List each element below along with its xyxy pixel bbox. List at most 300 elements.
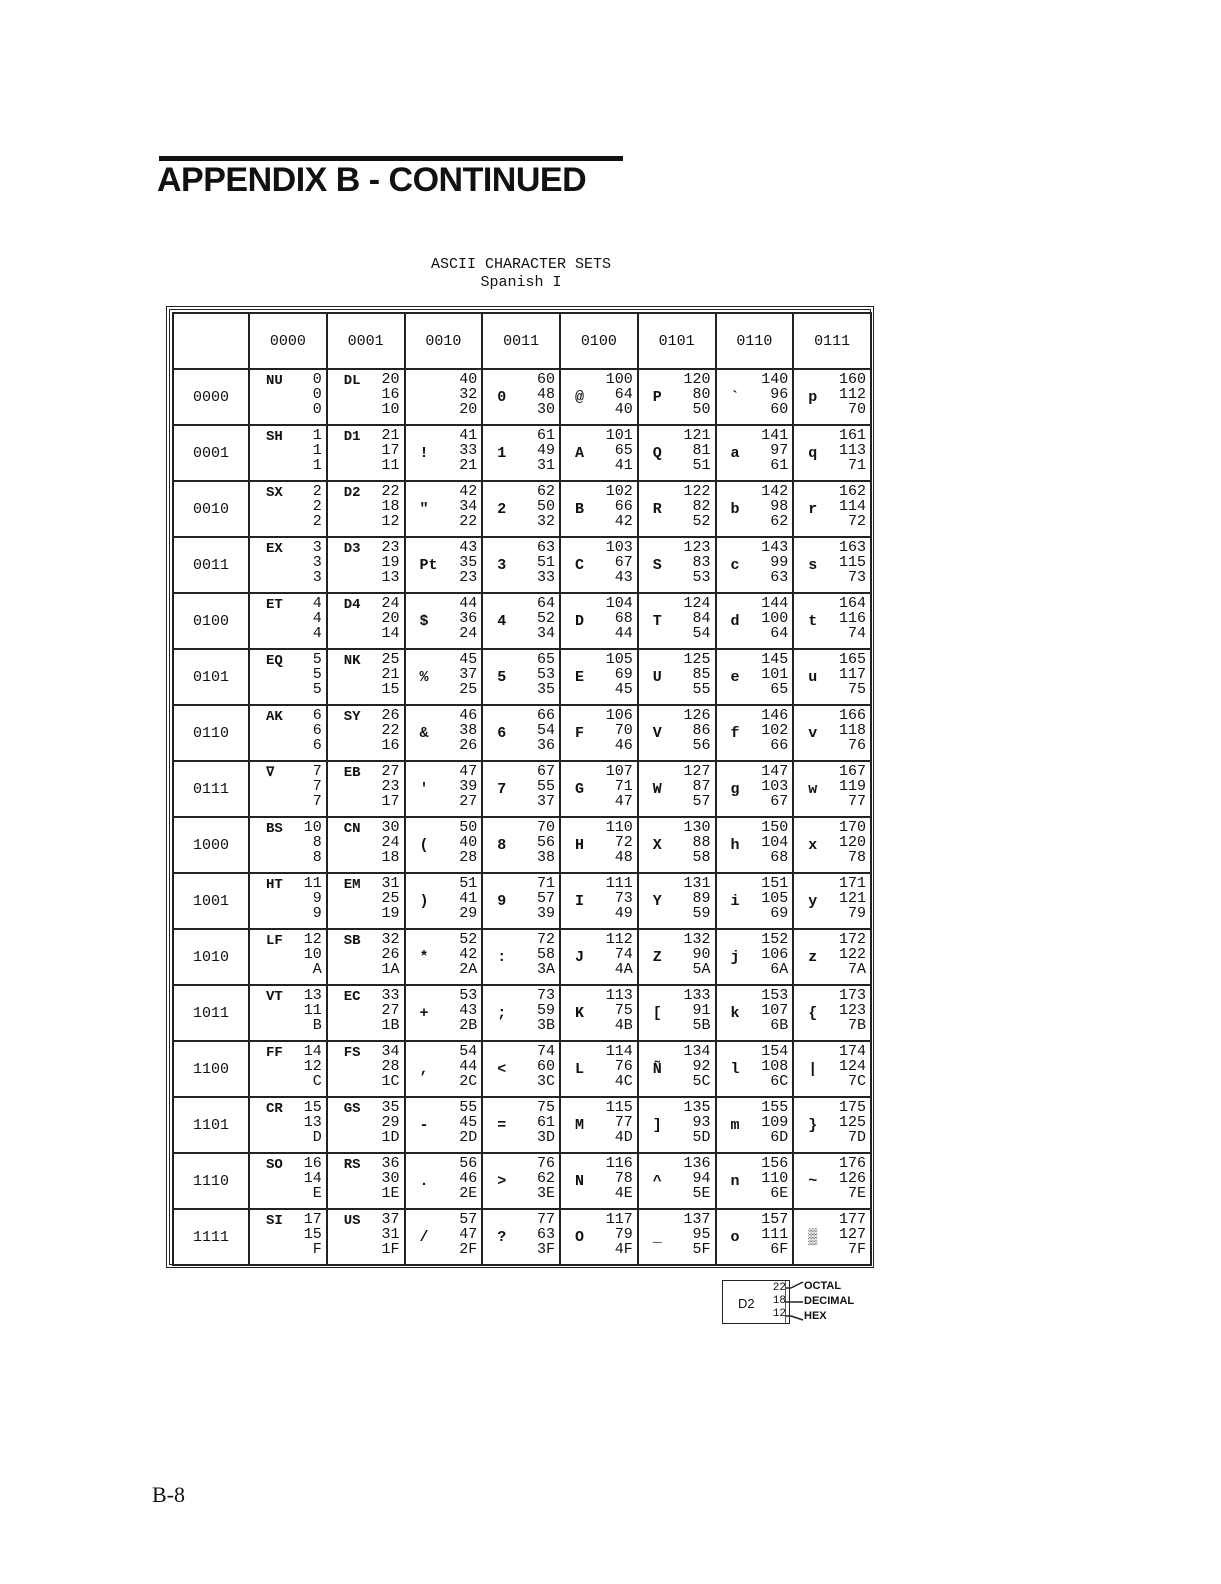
char-codes [304, 988, 322, 1033]
hex-value: 57 [692, 793, 711, 810]
table-row [173, 425, 871, 481]
decimal-value: 110 [761, 1170, 789, 1187]
char-glyph: D1 [343, 429, 361, 445]
char-cell [793, 1153, 871, 1209]
char-cell [638, 1153, 716, 1209]
char-codes [683, 484, 710, 529]
char-glyph: { [808, 1005, 818, 1022]
octal-value: 67 [536, 763, 555, 780]
octal-value: 70 [536, 819, 555, 836]
decimal-value: 102 [761, 722, 789, 739]
legend-labels [804, 1279, 854, 1324]
hex-value: A [312, 961, 322, 978]
decimal-value: 18 [381, 498, 400, 515]
decimal-value: 88 [692, 834, 711, 851]
char-codes [761, 1044, 788, 1089]
char-cell [716, 929, 794, 985]
char-cell [482, 1041, 560, 1097]
decimal-value: 24 [381, 834, 400, 851]
char-codes [537, 1100, 555, 1145]
char-glyph: $ [419, 613, 429, 630]
char-cell [716, 873, 794, 929]
octal-value: 47 [459, 763, 478, 780]
row-header: 1101 [173, 1097, 249, 1153]
octal-value: 27 [381, 763, 400, 780]
hex-value: 2B [459, 1017, 478, 1034]
hex-value: 3 [312, 569, 322, 586]
hex-value: 42 [614, 513, 633, 530]
char-cell [638, 537, 716, 593]
char-codes [459, 1044, 477, 1089]
decimal-value: 58 [536, 946, 555, 963]
char-glyph: e [730, 669, 740, 686]
char-cell [638, 705, 716, 761]
octal-value: 34 [381, 1043, 400, 1060]
char-codes [313, 596, 322, 641]
char-glyph: / [419, 1229, 429, 1246]
octal-value: 173 [838, 987, 866, 1004]
char-codes [313, 708, 322, 753]
char-codes [313, 372, 322, 417]
char-cell [327, 369, 405, 425]
hex-value: 1 [312, 457, 322, 474]
char-codes [839, 988, 866, 1033]
decimal-value: 127 [838, 1226, 866, 1243]
decimal-value: 126 [838, 1170, 866, 1187]
char-cell [793, 1041, 871, 1097]
char-codes [839, 1044, 866, 1089]
octal-value: 17 [303, 1211, 322, 1228]
decimal-value: 39 [459, 778, 478, 795]
decimal-value: 79 [614, 1226, 633, 1243]
char-glyph: AK [266, 709, 283, 725]
char-cell [638, 425, 716, 481]
char-cell [405, 649, 483, 705]
decimal-value: 47 [459, 1226, 478, 1243]
char-codes [381, 988, 399, 1033]
octal-value: 145 [761, 651, 789, 668]
char-codes [537, 652, 555, 697]
decimal-value: 96 [770, 386, 789, 403]
char-glyph: . [419, 1173, 429, 1190]
char-glyph: FF [266, 1045, 283, 1061]
hex-value: 25 [459, 681, 478, 698]
char-cell [638, 649, 716, 705]
hex-value: 4E [614, 1185, 633, 1202]
char-codes [313, 540, 322, 585]
char-codes [606, 988, 633, 1033]
char-glyph: > [497, 1173, 507, 1190]
octal-value: 22 [381, 483, 400, 500]
char-cell [560, 761, 638, 817]
char-cell [249, 425, 327, 481]
char-glyph: m [730, 1117, 740, 1134]
char-glyph: N [575, 1173, 585, 1190]
decimal-value: 35 [459, 554, 478, 571]
octal-value: 172 [838, 931, 866, 948]
hex-value: 47 [614, 793, 633, 810]
decimal-value: 60 [536, 1058, 555, 1075]
decimal-value: 119 [838, 778, 866, 795]
char-glyph: + [419, 1005, 429, 1022]
hex-value: 3B [536, 1017, 555, 1034]
char-glyph: H [575, 837, 585, 854]
hex-value: 49 [614, 905, 633, 922]
char-glyph: ? [497, 1229, 507, 1246]
hex-value: 65 [770, 681, 789, 698]
char-glyph: DL [343, 373, 361, 389]
char-glyph: EX [266, 541, 283, 557]
octal-value: 77 [536, 1211, 555, 1228]
char-cell [405, 873, 483, 929]
char-cell [638, 761, 716, 817]
hex-value: 4D [614, 1129, 633, 1146]
octal-value: 0 [312, 371, 322, 388]
octal-value: 5 [312, 651, 322, 668]
table-row [173, 705, 871, 761]
hex-value: 27 [459, 793, 478, 810]
char-codes [381, 1212, 399, 1257]
hex-value: 7D [847, 1129, 866, 1146]
hex-value: 76 [847, 737, 866, 754]
hex-value: 9 [312, 905, 322, 922]
decimal-value: 52 [536, 610, 555, 627]
char-glyph: c [730, 557, 740, 574]
decimal-value: 65 [614, 442, 633, 459]
hex-value: 2A [459, 961, 478, 978]
char-glyph: w [808, 781, 818, 798]
decimal-value: 100 [761, 610, 789, 627]
char-cell [560, 873, 638, 929]
table-row [173, 817, 871, 873]
char-glyph: CR [266, 1101, 283, 1117]
char-codes [606, 372, 633, 417]
char-codes [839, 1156, 866, 1201]
char-cell [327, 873, 405, 929]
hex-value: 6F [770, 1241, 789, 1258]
char-glyph: T [652, 613, 662, 630]
char-glyph: o [730, 1229, 740, 1246]
char-codes [459, 372, 477, 417]
char-codes [381, 1100, 399, 1145]
char-glyph: D4 [343, 597, 361, 613]
char-cell [482, 1153, 560, 1209]
column-header: 0000 [249, 313, 327, 369]
octal-value: 104 [605, 595, 633, 612]
char-codes [683, 764, 710, 809]
char-codes [839, 540, 866, 585]
octal-value: 35 [381, 1099, 400, 1116]
char-cell [327, 1209, 405, 1265]
char-glyph: M [575, 1117, 585, 1134]
octal-value: 164 [838, 595, 866, 612]
char-codes [459, 1212, 477, 1257]
char-glyph: FS [343, 1045, 361, 1061]
hex-value: 38 [536, 849, 555, 866]
hex-value: 12 [381, 513, 400, 530]
hex-value: 3C [536, 1073, 555, 1090]
char-cell [482, 817, 560, 873]
octal-value: 123 [683, 539, 711, 556]
hex-value: 1B [381, 1017, 400, 1034]
char-codes [459, 484, 477, 529]
decimal-value: 116 [838, 610, 866, 627]
char-glyph: G [575, 781, 585, 798]
hex-value: 1E [381, 1185, 400, 1202]
octal-value: 16 [303, 1155, 322, 1172]
char-codes [683, 932, 710, 977]
hex-value: 50 [692, 401, 711, 418]
char-codes [839, 708, 866, 753]
char-glyph: US [343, 1213, 361, 1229]
row-header: 1001 [173, 873, 249, 929]
char-cell [560, 369, 638, 425]
octal-value: 4 [312, 595, 322, 612]
char-cell [327, 425, 405, 481]
octal-value: 174 [838, 1043, 866, 1060]
decimal-value: 10 [303, 946, 322, 963]
char-codes [381, 596, 399, 641]
char-cell [793, 929, 871, 985]
hex-value: 34 [536, 625, 555, 642]
char-codes [381, 372, 399, 417]
char-glyph: ^ [652, 1173, 662, 1190]
char-glyph: X [652, 837, 662, 854]
hex-value: 5D [692, 1129, 711, 1146]
char-glyph: _ [652, 1229, 662, 1246]
octal-value: 20 [381, 371, 400, 388]
decimal-value: 87 [692, 778, 711, 795]
decimal-value: 97 [770, 442, 789, 459]
hex-value: 61 [770, 457, 789, 474]
octal-value: 161 [838, 427, 866, 444]
char-cell [327, 1097, 405, 1153]
octal-value: 175 [838, 1099, 866, 1116]
octal-value: 146 [761, 707, 789, 724]
hex-value: 3E [536, 1185, 555, 1202]
legend-decimal-value: 18 [772, 1295, 786, 1307]
decimal-value: 64 [614, 386, 633, 403]
hex-value: 4 [312, 625, 322, 642]
octal-value: 24 [381, 595, 400, 612]
octal-value: 176 [838, 1155, 866, 1172]
char-cell [716, 1041, 794, 1097]
char-cell [482, 929, 560, 985]
char-glyph: EB [343, 765, 361, 781]
decimal-value: 107 [761, 1002, 789, 1019]
char-codes [761, 596, 788, 641]
octal-value: 7 [312, 763, 322, 780]
hex-value: 69 [770, 905, 789, 922]
decimal-value: 44 [459, 1058, 478, 1075]
char-glyph: l [730, 1061, 740, 1078]
octal-value: 150 [761, 819, 789, 836]
hex-value: 7F [847, 1241, 866, 1258]
char-codes [761, 876, 788, 921]
char-cell [560, 929, 638, 985]
decimal-value: 46 [459, 1170, 478, 1187]
char-cell [482, 425, 560, 481]
octal-value: 64 [536, 595, 555, 612]
hex-value: 41 [614, 457, 633, 474]
char-codes [459, 932, 477, 977]
octal-value: 152 [761, 931, 789, 948]
char-cell [560, 817, 638, 873]
char-glyph: ; [497, 1005, 507, 1022]
char-cell [327, 537, 405, 593]
octal-value: 113 [605, 987, 633, 1004]
row-header: 0010 [173, 481, 249, 537]
decimal-value: 7 [312, 778, 322, 795]
octal-value: 106 [605, 707, 633, 724]
decimal-value: 62 [536, 1170, 555, 1187]
decimal-value: 41 [459, 890, 478, 907]
hex-value: 4A [614, 961, 633, 978]
char-cell [482, 705, 560, 761]
char-cell [327, 1153, 405, 1209]
octal-value: 40 [459, 371, 478, 388]
char-codes [459, 540, 477, 585]
octal-value: 151 [761, 875, 789, 892]
octal-value: 30 [381, 819, 400, 836]
char-glyph: : [497, 949, 507, 966]
column-header: 0111 [793, 313, 871, 369]
char-codes [381, 764, 399, 809]
char-codes [459, 876, 477, 921]
hex-value: 36 [536, 737, 555, 754]
octal-value: 52 [459, 931, 478, 948]
decimal-value: 94 [692, 1170, 711, 1187]
octal-value: 57 [459, 1211, 478, 1228]
hex-value: 75 [847, 681, 866, 698]
char-glyph: J [575, 949, 585, 966]
hex-value: 1F [381, 1241, 400, 1258]
decimal-value: 90 [692, 946, 711, 963]
octal-value: 110 [605, 819, 633, 836]
char-glyph: ' [419, 781, 429, 798]
char-glyph: BS [266, 821, 283, 837]
char-cell [716, 537, 794, 593]
char-glyph: 4 [497, 613, 507, 630]
char-glyph: D2 [343, 485, 361, 501]
char-glyph: SI [266, 1213, 283, 1229]
char-cell [793, 369, 871, 425]
row-header: 1000 [173, 817, 249, 873]
char-glyph: z [808, 949, 818, 966]
decimal-value: 50 [536, 498, 555, 515]
char-codes [537, 1156, 555, 1201]
column-header: 0010 [405, 313, 483, 369]
hex-value: 43 [614, 569, 633, 586]
octal-value: 100 [605, 371, 633, 388]
hex-value: C [312, 1073, 322, 1090]
hex-value: 14 [381, 625, 400, 642]
char-codes [606, 428, 633, 473]
decimal-value: 3 [312, 554, 322, 571]
char-cell [249, 705, 327, 761]
char-glyph: Ñ [652, 1061, 662, 1078]
char-codes [683, 820, 710, 865]
char-codes [606, 1100, 633, 1145]
hex-value: 11 [381, 457, 400, 474]
octal-value: 163 [838, 539, 866, 556]
octal-value: 3 [312, 539, 322, 556]
decimal-value: 101 [761, 666, 789, 683]
hex-value: 78 [847, 849, 866, 866]
octal-value: 117 [605, 1211, 633, 1228]
decimal-value: 123 [838, 1002, 866, 1019]
table-row [173, 593, 871, 649]
decimal-value: 14 [303, 1170, 322, 1187]
octal-value: 26 [381, 707, 400, 724]
page-heading: APPENDIX B - CONTINUED [157, 161, 587, 199]
decimal-value: 6 [312, 722, 322, 739]
hex-value: 15 [381, 681, 400, 698]
octal-value: 50 [459, 819, 478, 836]
char-glyph: SH [266, 429, 283, 445]
decimal-value: 120 [838, 834, 866, 851]
decimal-value: 33 [459, 442, 478, 459]
char-codes [839, 372, 866, 417]
char-glyph: | [808, 1061, 818, 1078]
hex-value: 5 [312, 681, 322, 698]
char-codes [761, 764, 788, 809]
decimal-value: 43 [459, 1002, 478, 1019]
hex-value: 4C [614, 1073, 633, 1090]
char-codes [304, 820, 322, 865]
octal-value: 122 [683, 483, 711, 500]
char-cell [560, 1153, 638, 1209]
decimal-value: 125 [838, 1114, 866, 1131]
hex-value: 2F [459, 1241, 478, 1258]
char-cell [405, 1041, 483, 1097]
octal-value: 116 [605, 1155, 633, 1172]
hex-value: 68 [770, 849, 789, 866]
char-codes [839, 932, 866, 977]
hex-value: 32 [536, 513, 555, 530]
octal-value: 37 [381, 1211, 400, 1228]
char-cell [793, 649, 871, 705]
char-glyph: A [575, 445, 585, 462]
decimal-value: 77 [614, 1114, 633, 1131]
char-glyph: C [575, 557, 585, 574]
decimal-value: 95 [692, 1226, 711, 1243]
decimal-value: 111 [761, 1226, 789, 1243]
char-glyph: i [730, 893, 740, 910]
char-codes [683, 1044, 710, 1089]
char-cell [638, 1209, 716, 1265]
char-codes [537, 932, 555, 977]
char-codes [459, 1156, 477, 1201]
octal-value: 124 [683, 595, 711, 612]
octal-value: 125 [683, 651, 711, 668]
legend-hex-value: 12 [772, 1308, 786, 1320]
table-caption-subtitle: Spanish I [480, 274, 562, 291]
char-glyph: ▒ [808, 1229, 818, 1246]
char-glyph: ~ [808, 1173, 818, 1190]
char-cell [638, 369, 716, 425]
hex-value: 63 [770, 569, 789, 586]
decimal-value: 22 [381, 722, 400, 739]
octal-value: 103 [605, 539, 633, 556]
decimal-value: 8 [312, 834, 322, 851]
char-glyph: GS [343, 1101, 361, 1117]
char-cell [482, 1209, 560, 1265]
char-codes [839, 428, 866, 473]
hex-value: 46 [614, 737, 633, 754]
hex-value: 5C [692, 1073, 711, 1090]
decimal-value: 12 [303, 1058, 322, 1075]
